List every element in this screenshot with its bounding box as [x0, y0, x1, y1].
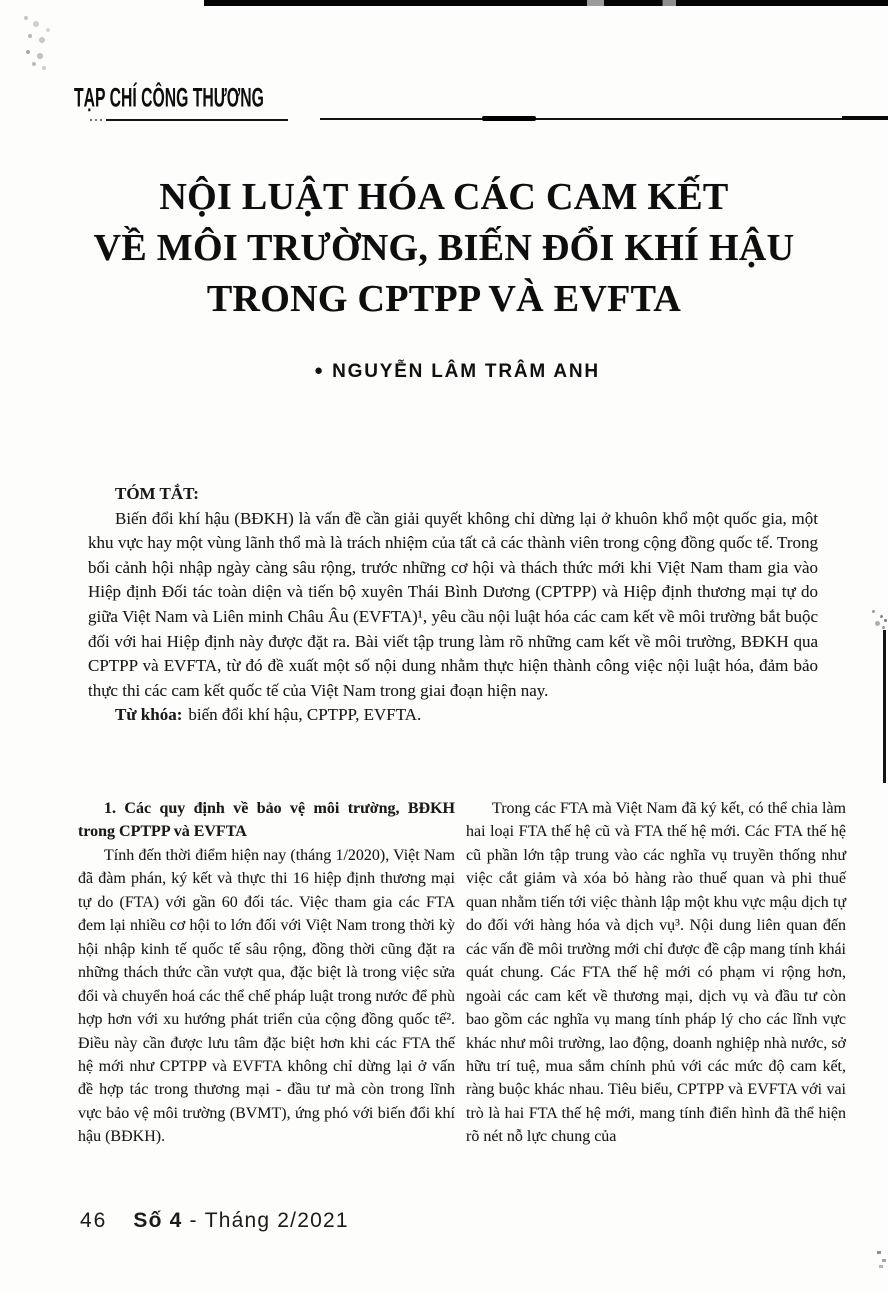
header-rule-blob — [482, 116, 536, 121]
keywords-line — [88, 703, 818, 728]
top-edge-scan-artifact — [204, 0, 888, 6]
page-number: 46 — [80, 1209, 108, 1232]
keywords-label: Từ khóa: — [115, 705, 183, 725]
author-bullet-icon: ● — [314, 362, 324, 379]
issue-date: Tháng 2/2021 — [204, 1209, 349, 1232]
left-column — [78, 797, 455, 1149]
scan-smudge — [24, 16, 28, 20]
abstract-text: Biến đổi khí hậu (BĐKH) là vấn đề cần giải quyết không chỉ dừng lại ở khuôn khổ một quốc gia, một khu vực hay một vùng lãnh thổ mà là trách nhiệm của tất cả các thành viên trong cộng đồng quốc tế. Trong bối cảnh hội nhập ngày càng sâu rộng, trước những cơ hội và thách thức mới khi Việt Nam tham gia vào Hiệp định Đối tác toàn diện và tiến bộ xuyên Thái Bình Dương (CPTPP) và Hiệp định thương mại tự do giữa Việt Nam và Liên minh Châu Âu (EVFTA)¹, yêu cầu nội luật hóa các cam kết về môi trường bắt buộc đối với hai Hiệp định này được đặt ra. Bài viết tập trung làm rõ những cam kết về môi trường, BĐKH qua CPTPP và EVFTA, từ đó đề xuất một số nội dung nhằm thực hiện thành công việc nội luật hóa, đảm bảo thực thi các cam kết quốc tế của Việt Nam trong giai đoạn hiện nay. — [88, 508, 818, 700]
article-title-line-3: TRONG CPTPP VÀ EVFTA — [206, 278, 682, 320]
header-rule-left — [106, 119, 288, 121]
author-name: NGUYỄN LÂM TRÂM ANH — [332, 361, 600, 382]
article-title — [44, 172, 844, 325]
article-title-line-1: NỘI LUẬT HÓA CÁC CAM KẾT — [159, 176, 729, 218]
page-footer — [80, 1209, 349, 1233]
footer-separator: - — [189, 1209, 198, 1232]
right-edge-speck — [872, 610, 875, 613]
header-rule-dots — [90, 119, 104, 121]
left-column-paragraph: Tính đến thời điểm hiện nay (tháng 1/2020), Việt Nam đã đàm phán, ký kết và thực thi 16 hiệp định thương mại tự do (FTA) với gần 60 đối tác. Việc tham gia các FTA đem lại nhiều cơ hội to lớn đối với Việt Nam trong thời kỳ hội nhập kinh tế quốc tế sâu rộng, đồng thời cũng đặt ra những thách thức cần vượt qua, đặc biệt là trong việc sửa đổi và chuyển hoá các thể chế pháp luật trong nước để phù hợp hơn với xu hướng phát triển của cộng đồng quốc tế². Điều này cần được lưu tâm đặc biệt hơn khi các FTA thế hệ mới như CPTPP và EVFTA không chỉ dừng lại ở vấn đề hợp tác trong thương mại - đầu tư mà còn trong lĩnh vực bảo vệ môi trường (BVMT), ứng phó với biến đổi khí hậu (BĐKH). — [78, 846, 455, 1146]
right-column-paragraph: Trong các FTA mà Việt Nam đã ký kết, có thể chia làm hai loại FTA thế hệ cũ và FTA thế hệ mới. Các FTA thế hệ cũ phần lớn tập trung vào các nghĩa vụ truyền thống như việc cắt giảm và xóa bỏ hàng rào thuế quan và phi thuế quan nhằm tiến tới việc thành lập một khu vực mậu dịch tự do đối với hàng hóa và dịch vụ³. Nội dung liên quan đến các vấn đề môi trường mới chỉ được đề cập mang tính khái quát chung. Các FTA thế hệ mới có phạm vi rộng hơn, ngoài các cam kết về thương mại, dịch vụ và đầu tư còn bao gồm các nghĩa vụ mang tính pháp lý cho các lĩnh vực khác như môi trường, lao động, doanh nghiệp nhà nước, sở hữu trí tuệ, mua sắm chính phủ với các mức độ cam kết, ràng buộc khác nhau. Tiêu biểu, CPTPP và EVFTA với vai trò là hai FTA thế hệ mới, mang tính điển hình đã thể hiện rõ nét nỗ lực chung của — [466, 800, 846, 1146]
keywords-text: biến đổi khí hậu, CPTPP, EVFTA. — [188, 705, 422, 725]
journal-masthead: TẠP CHÍ CÔNG THƯƠNG — [74, 82, 264, 114]
abstract-heading: TÓM TẮT: — [115, 484, 199, 503]
header-rule-end — [842, 116, 888, 120]
bottom-right-speck — [877, 1251, 881, 1254]
issue-label: Số 4 — [133, 1209, 183, 1232]
right-column — [466, 797, 846, 1149]
right-edge-scan-artifact — [883, 630, 886, 783]
abstract-section — [88, 482, 818, 728]
author-byline — [26, 361, 888, 383]
header-rule-right — [320, 118, 888, 120]
article-title-line-2: VỀ MÔI TRƯỜNG, BIẾN ĐỔI KHÍ HẬU — [93, 227, 795, 269]
section-heading: 1. Các quy định về bảo vệ môi trường, BĐKH trong CPTPP và EVFTA — [78, 800, 455, 841]
